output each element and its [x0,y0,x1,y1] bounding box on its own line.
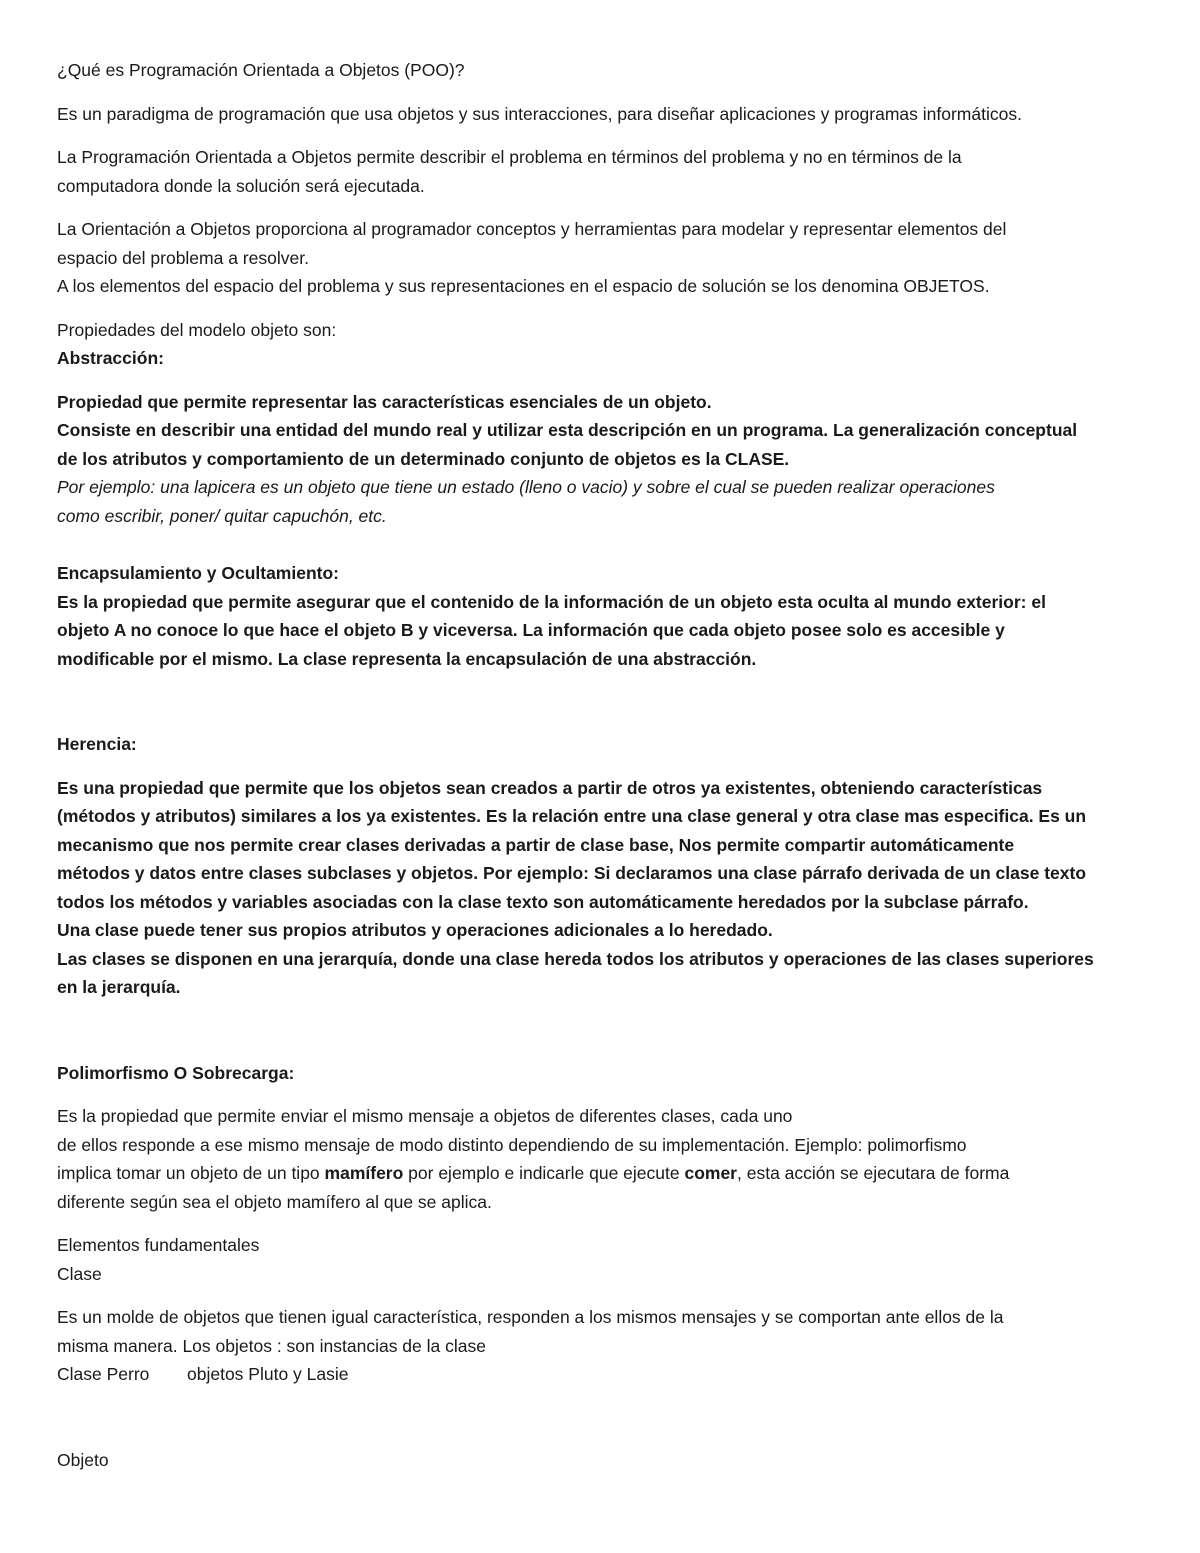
text-line: de ellos responde a ese mismo mensaje de modo distinto dependiendo de su implementación. Ejemplo: polimorfismo [57,1134,967,1155]
abstraccion-heading: Abstracción: [57,348,164,368]
text-line: espacio del problema a resolver. [57,247,309,268]
text-line: computadora donde la solución será ejecutada. [57,175,425,196]
text-line: Una clase puede tener sus propios atributos y operaciones adicionales a lo heredado. [57,920,773,940]
example-line: Por ejemplo: una lapicera es un objeto que tiene un estado (lleno o vacio) y sobre el cual se pueden realizar operaciones [57,477,995,497]
text-line: Consiste en describir una entidad del mundo real y utilizar esta descripción en un programa. La generalización conceptual [57,420,1078,440]
text-line [57,1159,1147,1188]
emphasis-comer: comer [684,1163,737,1183]
encapsulamiento-heading: Encapsulamiento y Ocultamiento: [57,563,339,583]
text-line: La Orientación a Objetos proporciona al programador conceptos y herramientas para modelar y representar elementos del [57,219,1007,239]
text-span: implica tomar un objeto de un tipo [57,1163,325,1183]
abstraccion-section [57,388,1147,531]
intro-paragraph: Es un paradigma de programación que usa objetos y sus interacciones, para diseñar aplicaciones y programas informáticos. [57,103,1022,124]
elementos-heading: Elementos fundamentales [57,1235,260,1255]
example-row [57,1360,1147,1389]
text-line: de los atributos y comportamiento de un determinado conjunto de objetos es la CLASE. [57,448,790,469]
example-objetos: objetos Pluto y Lasie [187,1364,349,1384]
text-line: métodos y datos entre clases subclases y objetos. Por ejemplo: Si declaramos una clase párrafo derivada de un clase texto [57,863,1087,883]
example-line: como escribir, poner/ quitar capuchón, etc. [57,505,387,526]
text-line: diferente según sea el objeto mamífero al que se aplica. [57,1191,492,1212]
text-line: modificable por el mismo. La clase representa la encapsulación de una abstracción. [57,648,757,669]
polimorfismo-heading: Polimorfismo O Sobrecarga: [57,1062,295,1083]
text-line: Es la propiedad que permite enviar el mismo mensaje a objetos de diferentes clases, cada uno [57,1106,793,1126]
paragraph-describe [57,143,1147,200]
text-line: (métodos y atributos) similares a los ya existentes. Es la relación entre una clase general y otra clase mas especifica. Es un [57,806,1087,826]
herencia-heading: Herencia: [57,734,137,754]
text-line: Es la propiedad que permite asegurar que el contenido de la información de un objeto esta oculta al mundo exterior: el [57,591,1046,612]
text-line: Es un molde de objetos que tienen igual característica, responden a los mismos mensajes y se comportan ante ellos de la [57,1307,1004,1327]
elementos-section [57,1231,1147,1474]
document-page [57,56,1147,1474]
text-line: Las clases se disponen en una jerarquía, donde una clase hereda todos los atributos y operaciones de las clases superiores [57,948,1094,969]
paragraph-orientation [57,215,1147,301]
emphasis-mamifero: mamífero [324,1163,404,1183]
text-line: Es una propiedad que permite que los objetos sean creados a partir de otros ya existentes, obteniendo características [57,777,1043,798]
clase-heading: Clase [57,1263,102,1284]
text-line: misma manera. Los objetos : son instancias de la clase [57,1335,486,1356]
document-title: ¿Qué es Programación Orientada a Objetos (POO)? [57,60,465,80]
text-line: todos los métodos y variables asociadas con la clase texto son automáticamente heredados por la subclase párrafo. [57,891,1029,912]
text-line: A los elementos del espacio del problema y sus representaciones en el espacio de solución se los denomina OBJETOS. [57,276,990,296]
text-line: La Programación Orientada a Objetos permite describir el problema en términos del problema y no en términos de la [57,147,962,167]
text-line: objeto A no conoce lo que hace el objeto B y viceversa. La información que cada objeto posee solo es accesible y [57,620,1005,640]
properties-intro: Propiedades del modelo objeto son: [57,319,337,340]
example-clase-perro: Clase Perro [57,1364,150,1384]
text-line: Propiedad que permite representar las características esenciales de un objeto. [57,391,712,412]
objeto-heading: Objeto [57,1449,109,1470]
text-line: en la jerarquía. [57,977,181,997]
text-span: por ejemplo e indicarle que ejecute [403,1163,685,1183]
herencia-section [57,730,1147,1002]
polimorfismo-section [57,1059,1147,1217]
encapsulamiento-section [57,559,1147,673]
text-span: , esta acción se ejecutara de forma [737,1163,1010,1183]
text-line: mecanismo que nos permite crear clases derivadas a partir de clase base, Nos permite compartir automáticamente [57,834,1015,855]
